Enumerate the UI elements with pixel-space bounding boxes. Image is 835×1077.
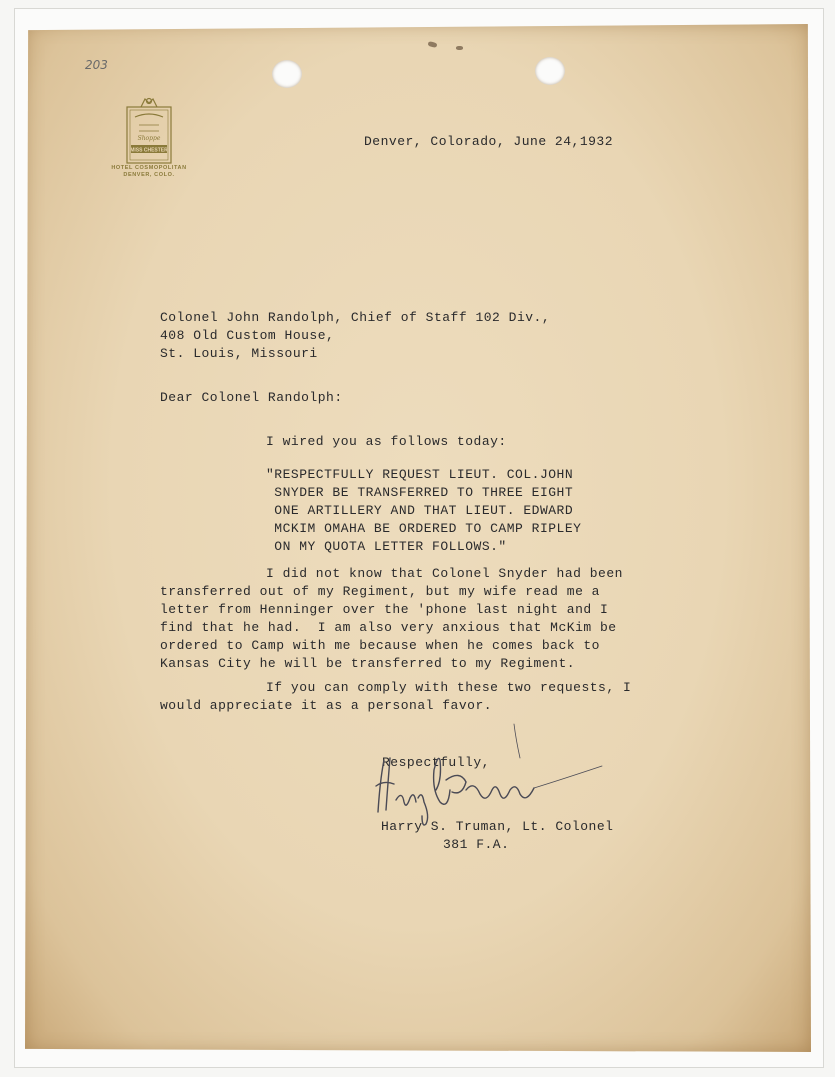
paragraph-line: find that he had. I am also very anxious that McKim be: [160, 620, 617, 635]
paragraph-line: would appreciate it as a personal favor.: [160, 698, 493, 713]
signer-name: Harry S. Truman, Lt. Colonel: [381, 819, 614, 834]
dateline: Denver, Colorado, June 24,1932: [364, 134, 614, 149]
telegram-line: MCKIM OMAHA BE ORDERED TO CAMP RIPLEY: [266, 521, 582, 536]
hotel-crest-icon: [121, 95, 177, 165]
letterhead-city: DENVER, COLO.: [123, 172, 175, 178]
paragraph-line: letter from Henninger over the 'phone last night and I: [160, 602, 609, 617]
letterhead-logo: [104, 95, 194, 179]
paragraph-line: Kansas City he will be transferred to my Regiment.: [160, 656, 576, 671]
punch-hole-left: [272, 60, 302, 88]
punch-hole-right: [535, 57, 565, 85]
archive-mark: 203: [85, 58, 108, 72]
telegram-line: "RESPECTFULLY REQUEST LIEUT. COL.JOHN: [266, 467, 574, 482]
svg-text:MISS CHESTER: MISS CHESTER: [130, 147, 168, 154]
recipient-line: 408 Old Custom House,: [160, 328, 335, 343]
paragraph-line: I did not know that Colonel Snyder had been: [266, 566, 623, 581]
telegram-line: SNYDER BE TRANSFERRED TO THREE EIGHT: [266, 485, 574, 500]
closing: Respectfully,: [382, 755, 490, 770]
paragraph-line: transferred out of my Regiment, but my wife read me a: [160, 584, 600, 599]
salutation: Dear Colonel Randolph:: [160, 390, 343, 405]
svg-text:Shoppe: Shoppe: [137, 135, 161, 142]
intro-line: I wired you as follows today:: [266, 434, 507, 449]
recipient-line: Colonel John Randolph, Chief of Staff 102 Div.,: [160, 310, 551, 325]
stain-mark: [456, 46, 463, 50]
telegram-line: ONE ARTILLERY AND THAT LIEUT. EDWARD: [266, 503, 574, 518]
signer-unit: 381 F.A.: [443, 837, 510, 852]
handwritten-signature: [370, 720, 610, 830]
paragraph-line: If you can comply with these two requests, I: [266, 680, 632, 695]
letterhead-hotel-name: HOTEL COSMOPOLITAN: [111, 165, 187, 171]
paragraph-line: ordered to Camp with me because when he comes back to: [160, 638, 600, 653]
recipient-line: St. Louis, Missouri: [160, 346, 318, 361]
telegram-line: ON MY QUOTA LETTER FOLLOWS.": [266, 539, 507, 554]
